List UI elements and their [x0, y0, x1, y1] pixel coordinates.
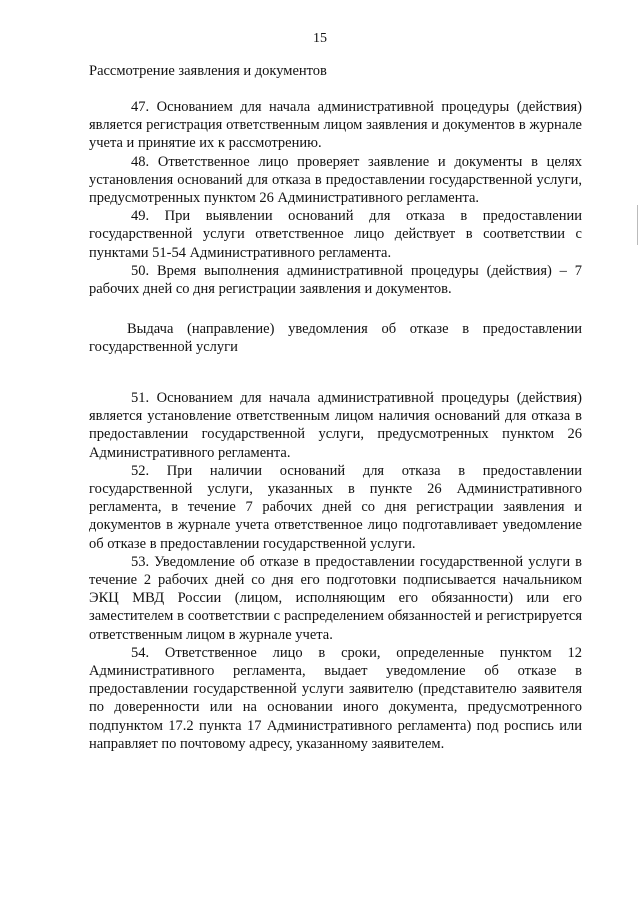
paragraph-54: 54. Ответственное лицо в сроки, определенные пунктом 12 Административного регламента, выдает уведомление об отказе в предоставлении государственной услуги заявителю (представителю заявителя по доверенности или на основании иного документа, предусмотренного подпунктом 17.2 пункта 17 Административного регламента) под роспись или направляет по почтовому адресу, указанному заявителем. [89, 644, 582, 752]
section-refusal-paragraphs [89, 389, 582, 753]
paragraph-48: 48. Ответственное лицо проверяет заявление и документы в целях установления оснований для отказа в предоставлении государственной услуги, предусмотренных пунктом 26 Административного регламента. [89, 153, 582, 207]
paragraph-53: 53. Уведомление об отказе в предоставлении государственной услуги в течение 2 рабочих дней со дня его подготовки подписывается начальником ЭКЦ МВД России (лицом, исполняющим его обязанности) или его заместителем в соответствии с распределением обязанностей и регистрируется ответственным лицом в журнале учета. [89, 553, 582, 643]
section-review-paragraphs [89, 98, 582, 298]
scan-edge-mark [637, 205, 638, 245]
paragraph-51: 51. Основанием для начала административной процедуры (действия) является установление ответственным лицом наличия оснований для отказа в предоставлении государственной услуги, предусмотренных пунктом 26 Административного регламента. [89, 390, 582, 461]
page-number: 15 [313, 31, 327, 46]
section-heading-review: Рассмотрение заявления и документов [89, 63, 327, 79]
paragraph-52: 52. При наличии оснований для отказа в предоставлении государственной услуги, указанных в пункте 26 Административного регламента, в течение 7 рабочих дней со дня регистрации заявления и документов в журнале учета ответственное лицо подготавливает уведомление об отказе в предоставлении государственной услуги. [89, 462, 582, 552]
section-heading-refusal-notice: Выдача (направление) уведомления об отказе в предоставлении государственной услуги [89, 321, 582, 356]
paragraph-47: 47. Основанием для начала административной процедуры (действия) является регистрация ответственным лицом заявления и документов в журнале учета и принятие их к рассмотрению. [89, 99, 582, 152]
paragraph-50: 50. Время выполнения административной процедуры (действия) – 7 рабочих дней со дня регистрации заявления и документов. [89, 262, 582, 298]
paragraph-49: 49. При выявлении оснований для отказа в предоставлении государственной услуги ответственное лицо действует в соответствии с пунктами 51-54 Административного регламента. [89, 208, 582, 261]
